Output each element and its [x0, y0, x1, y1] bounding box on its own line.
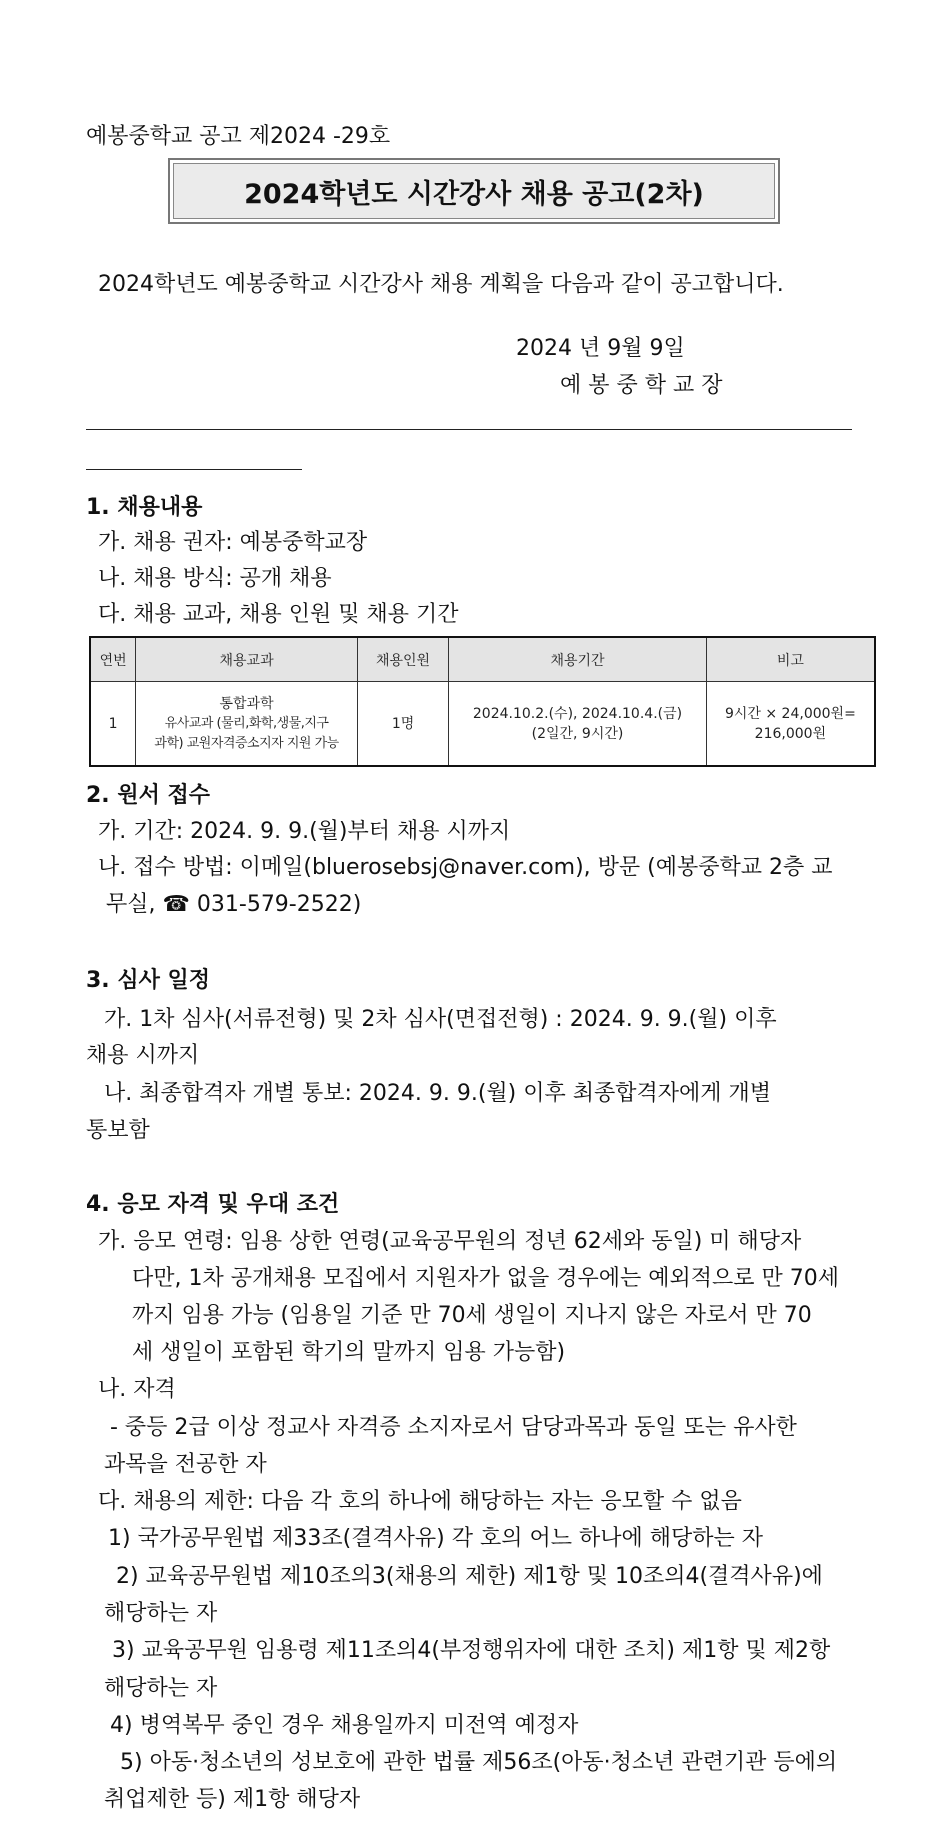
row-number-cell: 1 [90, 682, 136, 767]
section1-item: 다. 채용 교과, 채용 인원 및 채용 기간 [98, 602, 459, 627]
note-line: 9시간 × 24,000원= [724, 705, 856, 722]
subject-line: 통합과학 [219, 695, 274, 712]
section1-heading: 1. 채용내용 [86, 495, 203, 520]
note-line: 216,000원 [754, 725, 827, 742]
section4-line: 까지 임용 가능 (임용일 기준 만 70세 생일이 지나지 않은 자로서 만 70 [132, 1303, 812, 1328]
section4-line: 1) 국가공무원법 제33조(결격사유) 각 호의 어느 하나에 해당하는 자 [108, 1526, 763, 1551]
section3-line: 나. 최종합격자 개별 통보: 2024. 9. 9.(월) 이후 최종합격자에게 개별 [104, 1081, 772, 1106]
period-cell [449, 682, 707, 767]
hiring-table [89, 636, 876, 767]
count-cell: 1명 [357, 682, 448, 767]
title-box [168, 158, 780, 224]
section2-line: 나. 접수 방법: 이메일(bluerosebsj@naver.com), 방문 (예봉중학교 2층 교 [98, 855, 833, 880]
divider-line-1 [86, 429, 852, 430]
section4-line: 해당하는 자 [104, 1601, 218, 1626]
table-header-cell: 채용교과 [136, 637, 358, 682]
section4-heading: 4. 응모 자격 및 우대 조건 [86, 1192, 340, 1217]
divider-line-2 [86, 469, 302, 470]
section4-line: 다만, 1차 공개채용 모집에서 지원자가 없을 경우에는 예외적으로 만 70세 [132, 1266, 839, 1291]
title-box-inner [173, 163, 775, 219]
page-title: 2024학년도 시간강사 채용 공고(2차) [244, 178, 704, 210]
notice-date: 2024 년 9월 9일 [516, 336, 685, 361]
section4-line: 5) 아동·청소년의 성보호에 관한 법률 제56조(아동·청소년 관련기관 등에의 [120, 1750, 838, 1775]
section4-line: 3) 교육공무원 임용령 제11조의4(부정행위자에 대한 조치) 제1항 및 제2항 [112, 1638, 831, 1663]
table-header-cell: 비고 [706, 637, 875, 682]
subject-line: 유사교과 (물리,화학,생물,지구 [164, 715, 329, 731]
table-header-cell: 채용인원 [357, 637, 448, 682]
section1-item: 가. 채용 권자: 예봉중학교장 [98, 530, 368, 555]
note-cell [706, 682, 875, 767]
table-header-row [90, 637, 875, 682]
section4-line: 다. 채용의 제한: 다음 각 호의 하나에 해당하는 자는 응모할 수 없음 [98, 1489, 742, 1514]
notice-number: 예봉중학교 공고 제2024 -29호 [86, 124, 391, 149]
table-row [90, 682, 875, 767]
section4-line: 해당하는 자 [104, 1676, 218, 1701]
section4-line: 나. 자격 [98, 1377, 176, 1402]
section4-line: 취업제한 등) 제1항 해당자 [104, 1787, 361, 1812]
section4-line: 2) 교육공무원법 제10조의3(채용의 제한) 제1항 및 10조의4(결격사유)에 [116, 1564, 823, 1589]
section3-heading: 3. 심사 일정 [86, 968, 210, 993]
intro-text: 2024학년도 예봉중학교 시간강사 채용 계획을 다음과 같이 공고합니다. [98, 272, 784, 297]
section4-line: 과목을 전공한 자 [104, 1452, 267, 1477]
subject-cell [136, 682, 358, 767]
section3-line: 채용 시까지 [86, 1043, 200, 1068]
period-line: 2024.10.2.(수), 2024.10.4.(금) [472, 705, 683, 722]
section3-line: 통보함 [86, 1118, 150, 1143]
section4-line: 세 생일이 포함된 학기의 말까지 임용 가능함) [132, 1340, 566, 1365]
issuer-name: 예 봉 중 학 교 장 [560, 373, 723, 398]
section2-line: 가. 기간: 2024. 9. 9.(월)부터 채용 시까지 [98, 819, 511, 844]
section4-line: 4) 병역복무 중인 경우 채용일까지 미전역 예정자 [110, 1713, 579, 1738]
section1-item: 나. 채용 방식: 공개 채용 [98, 566, 332, 591]
section2-line: 무실, ☎ 031-579-2522) [106, 892, 362, 917]
table-header-cell: 채용기간 [449, 637, 707, 682]
section2-heading: 2. 원서 접수 [86, 783, 210, 808]
section4-line: 가. 응모 연령: 임용 상한 연령(교육공무원의 정년 62세와 동일) 미 해당자 [98, 1229, 802, 1254]
table-header-cell: 연번 [90, 637, 136, 682]
section4-line: - 중등 2급 이상 정교사 자격증 소지자로서 담당과목과 동일 또는 유사한 [110, 1415, 797, 1440]
section3-line: 가. 1차 심사(서류전형) 및 2차 심사(면접전형) : 2024. 9. 9.(월) 이후 [104, 1007, 777, 1032]
period-line: (2일간, 9시간) [531, 725, 624, 742]
subject-line: 과학) 교원자격증소지자 지원 가능 [154, 735, 339, 751]
